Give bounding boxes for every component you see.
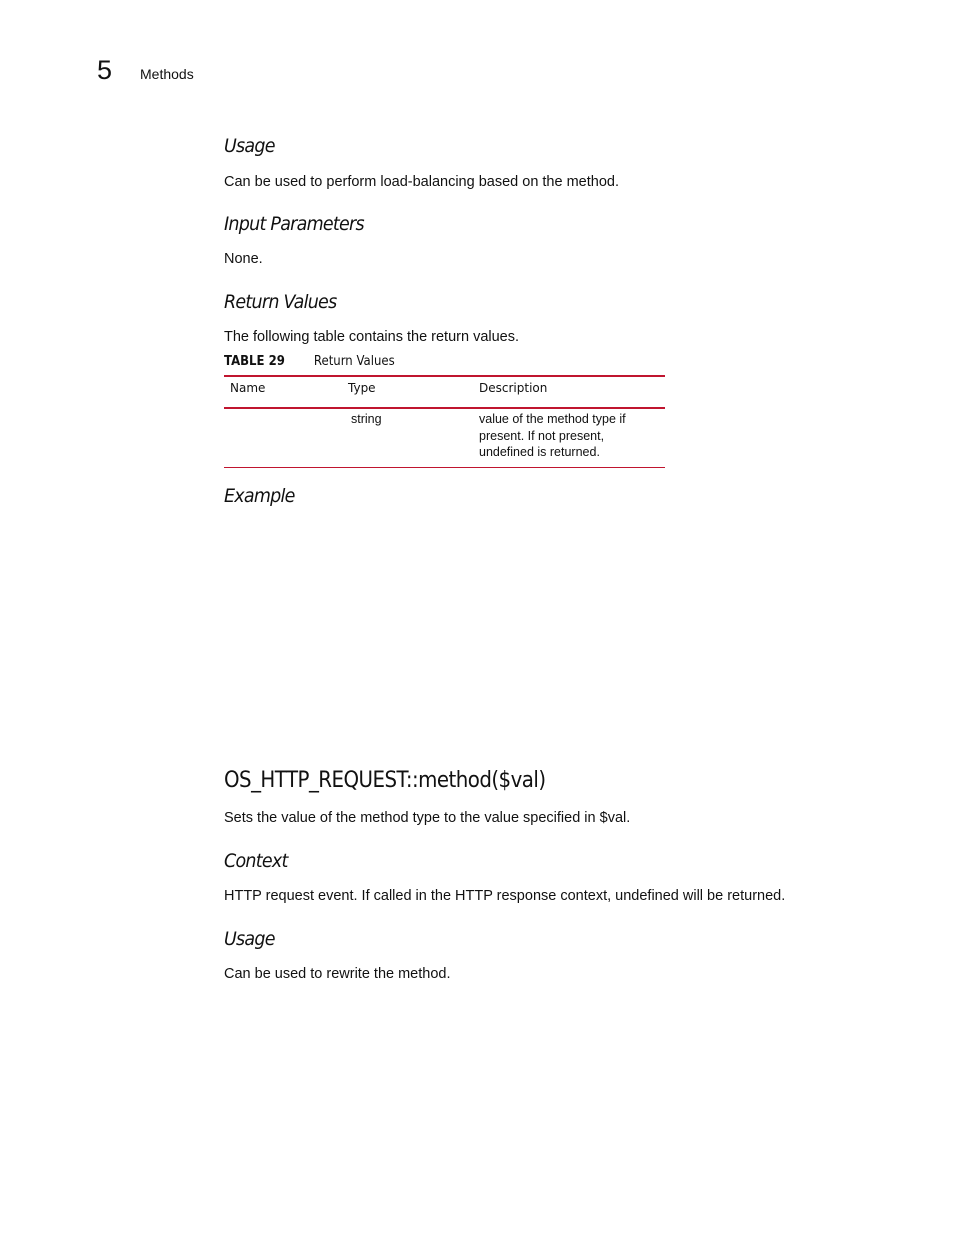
method-title: OS_HTTP_REQUEST::method($val) xyxy=(224,768,546,793)
table-caption-number: TABLE 29 xyxy=(224,354,285,369)
table-header-description: Description xyxy=(473,376,665,408)
table-caption-title: Return Values xyxy=(313,354,395,369)
usage-2-heading: Usage xyxy=(224,928,275,950)
usage-2-text: Can be used to rewrite the method. xyxy=(224,966,451,982)
return-values-text: The following table contains the return values. xyxy=(224,329,520,345)
return-values-table xyxy=(224,375,665,468)
context-text: HTTP request event. If called in the HTTP response context, undefined will be returned. xyxy=(224,888,786,904)
table-header-name: Name xyxy=(224,376,342,408)
table-header-row xyxy=(224,376,665,408)
context-heading: Context xyxy=(224,850,288,872)
chapter-title: Methods xyxy=(140,66,194,82)
method-description: Sets the value of the method type to the value specified in $val. xyxy=(224,810,631,826)
usage-text: Can be used to perform load-balancing based on the method. xyxy=(224,174,619,190)
table-header-type: Type xyxy=(342,376,473,408)
table-cell-type: string xyxy=(342,408,473,467)
input-parameters-text: None. xyxy=(224,251,263,267)
usage-heading: Usage xyxy=(224,135,275,157)
example-heading: Example xyxy=(224,485,295,507)
input-parameters-heading: Input Parameters xyxy=(224,213,364,235)
return-values-heading: Return Values xyxy=(224,291,337,313)
chapter-number: 5 xyxy=(97,55,113,85)
table-cell-name xyxy=(224,408,342,467)
table-cell-description: value of the method type if present. If not present, undefined is returned. xyxy=(473,408,665,467)
table-row xyxy=(224,408,665,467)
table-caption xyxy=(224,354,395,370)
